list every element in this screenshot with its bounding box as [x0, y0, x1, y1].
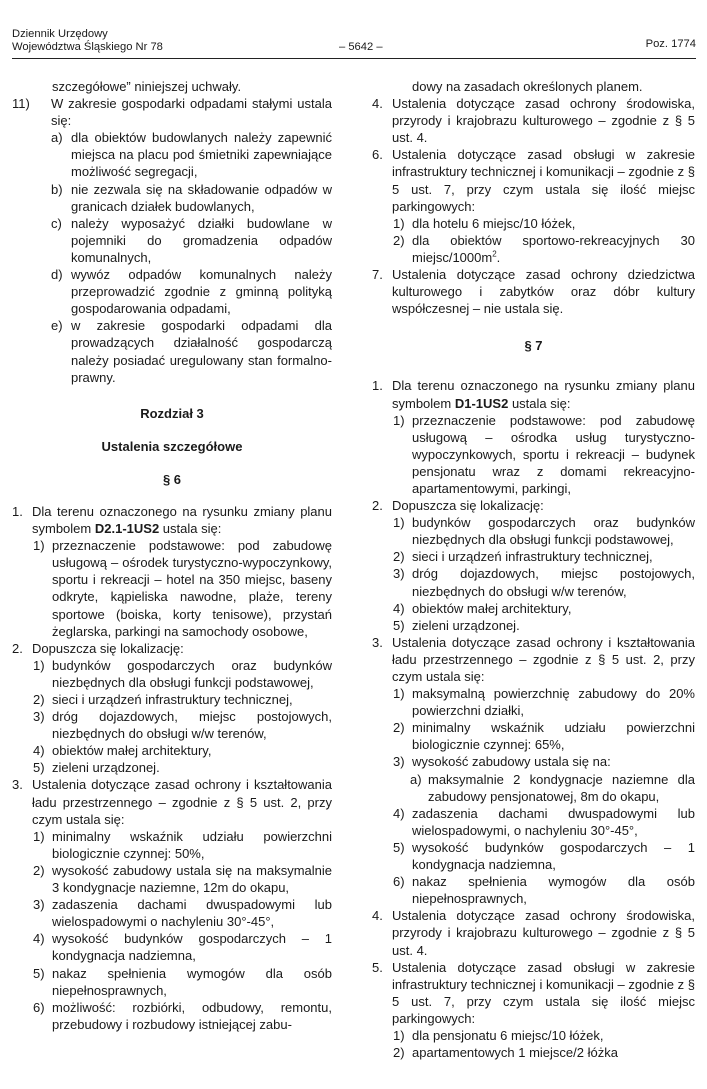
item-number: 3)	[393, 566, 405, 582]
item-text: Ustalenia dotyczące zasad obsługi w zakresie infrastruktury technicznej i komunikacji – zgodnie z § 5 ust. 7, przy czym ustala się ilość miejsc parkingowych:	[392, 959, 695, 1026]
item-text: nakaz spełnienia wymogów dla osób niepełnosprawnych,	[52, 965, 332, 998]
item-number: 2)	[33, 862, 45, 878]
item-text: przeznaczenie podstawowe: pod zabudowę usługową – ośrodek turystyczno-wypoczynkowy, sportu i rekreacji – hotel na 350 miejsc, baseny odkryte, kąpieliska nawodne, plaże, tereny sportowe (boiska, korty tenisowe), przystań żeglarska, parkingi na samochody osobowe,	[52, 538, 332, 639]
item-text: dróg dojazdowych, miejsc postojowych, niezbędnych do obsługi w/w terenów,	[412, 566, 695, 599]
right-column	[372, 78, 695, 1061]
list-item	[372, 685, 695, 719]
item-number: 1)	[393, 1027, 405, 1043]
item-number: 7.	[372, 267, 383, 283]
section-item-3	[12, 776, 332, 827]
item-number: 2)	[393, 549, 405, 565]
item-number: 4)	[33, 931, 45, 947]
item-text: sieci i urządzeń infrastruktury technicznej,	[412, 549, 653, 565]
item-number: 4)	[393, 805, 405, 821]
item-number: 5)	[33, 760, 45, 776]
item-text: obiektów małej architektury,	[412, 600, 572, 616]
item-text: zadaszenia dachami dwuspadowymi lub wielospadowymi o nachyleniu 30°-45°,	[52, 897, 332, 930]
list-item	[372, 617, 695, 634]
journal-title-line2: Województwa Śląskiego Nr 78	[12, 41, 163, 53]
item-text: nie zezwala się na składowanie odpadów w granicach działek budowlanych,	[71, 181, 332, 214]
item-number: 4.	[372, 96, 383, 112]
continued-text: szczegółowe” niniejszej uchwały.	[52, 79, 242, 94]
section-title: § 6	[162, 471, 182, 487]
item-text: nakaz spełnienia wymogów dla osób niepełnosprawnych,	[412, 874, 695, 907]
item-number: 3)	[393, 754, 405, 770]
item-number: 2.	[12, 640, 23, 656]
list-item	[12, 742, 332, 759]
list-item	[372, 514, 695, 548]
continued-text: dowy na zasadach określonych planem.	[412, 79, 643, 94]
item-number: c)	[51, 215, 62, 231]
item-number: 5)	[393, 617, 405, 633]
item-number: 4)	[33, 743, 45, 759]
list-item	[372, 600, 695, 617]
chapter-subtitle: Ustalenia szczegółowe	[101, 438, 243, 454]
item-text: budynków gospodarczych oraz budynków niezbędnych dla obsługi funkcji podstawowej,	[412, 515, 695, 548]
section-item-2	[372, 497, 695, 514]
item-number: b)	[51, 181, 63, 197]
item-number: 1)	[393, 412, 405, 428]
item-text: Ustalenia dotyczące zasad ochrony środowiska, przyrody i krajobrazu kulturowego – zgodnie z § 5 ust. 4.	[392, 96, 695, 146]
item-text: dróg dojazdowych, miejsc postojowych, niezbędnych do obsługi w/w terenów,	[52, 709, 332, 742]
item-text: zieleni urządzonej.	[52, 760, 160, 776]
item-number: 2)	[393, 720, 405, 736]
item-text: obiektów małej architektury,	[52, 743, 212, 759]
item-number: 1)	[393, 215, 405, 231]
item-text: wysokość budynków gospodarczych – 1 kondygnacja nadziemna,	[412, 839, 695, 873]
list-item	[372, 565, 695, 599]
list-item	[372, 215, 695, 232]
item-text: zadaszenia dachami dwuspadowymi lub wielospadowymi, o nachyleniu 30°-45°,	[412, 805, 695, 838]
item-number: a)	[51, 130, 63, 146]
item-text	[32, 503, 332, 537]
list-item	[12, 657, 332, 691]
list-item	[12, 896, 332, 930]
point-text: W zakresie gospodarki odpadami stałymi ustala się:	[51, 96, 332, 129]
item-text: wysokość zabudowy ustala się na:	[412, 754, 611, 770]
journal-title	[12, 28, 163, 54]
item-number: 5)	[393, 839, 405, 855]
list-item	[372, 753, 695, 770]
section-item-5	[372, 959, 695, 1027]
item-text: w zakresie gospodarki odpadami dla prowadzących działalność gospodarczą należy posiadać uregulowany stan formalno-prawny.	[71, 318, 332, 385]
header-divider	[12, 58, 696, 59]
list-item	[372, 1044, 695, 1061]
item-number: 1.	[12, 503, 23, 519]
item-number: 5)	[33, 965, 45, 981]
list-item	[51, 129, 332, 180]
item-number: 1)	[33, 657, 45, 673]
list-item	[12, 930, 332, 964]
page-number: – 5642 –	[339, 41, 383, 53]
item-number: 1)	[33, 538, 45, 554]
item-number: 1)	[393, 686, 405, 702]
item-text-part: .	[496, 249, 501, 265]
chapter-title: Rozdział 3	[140, 405, 204, 421]
item-text-part: ustala się:	[508, 395, 571, 411]
item-number: 2)	[33, 692, 45, 707]
item-number: 1)	[33, 828, 45, 844]
item-number: 2)	[393, 1045, 405, 1061]
item-text: Ustalenia dotyczące zasad obsługi w zakresie infrastruktury technicznej i komunikacji – zgodnie z § 5 ust. 7, przy czym ustala się ilość miejsc parkingowych:	[392, 147, 695, 214]
item-number: 6.	[372, 147, 383, 163]
list-item	[12, 999, 332, 1033]
item-text: sieci i urządzeń infrastruktury technicznej,	[52, 692, 293, 707]
item-number: 3.	[372, 634, 383, 650]
item-text: dla pensjonatu 6 miejsc/10 łóżek,	[412, 1027, 604, 1043]
section-item-6	[372, 146, 695, 214]
list-item	[12, 759, 332, 776]
item-text: Dopuszcza się lokalizację:	[32, 640, 184, 656]
list-item	[12, 862, 332, 896]
item-text: możliwość: rozbiórki, odbudowy, remontu, przebudowy i rozbudowy istniejącej zabu-	[52, 999, 332, 1032]
position-number: Poz. 1774	[645, 38, 696, 50]
list-item	[51, 317, 332, 385]
section-item-4	[372, 907, 695, 958]
list-item	[372, 873, 695, 907]
point-11	[12, 95, 332, 386]
section-item-4	[372, 95, 695, 146]
section-item-7	[372, 266, 695, 317]
item-number: 3)	[33, 709, 45, 725]
sub-list-item	[372, 771, 695, 805]
point-number: 11)	[12, 96, 30, 112]
item-number: 5.	[372, 959, 383, 975]
left-column	[12, 78, 332, 1033]
item-number: e)	[51, 318, 63, 334]
item-text-part: ustala się:	[159, 521, 222, 537]
list-item	[51, 266, 332, 317]
item-text	[392, 377, 695, 411]
section-item-3	[372, 634, 695, 685]
list-item	[372, 719, 695, 753]
section-item-2	[12, 640, 332, 657]
section-item-1	[372, 377, 695, 411]
item-number: 3)	[33, 897, 45, 913]
list-item	[12, 537, 332, 640]
item-number: 1)	[393, 515, 405, 531]
item-text: zieleni urządzonej.	[412, 617, 520, 633]
item-text: wysokość budynków gospodarczych – 1 kondygnacja nadziemna,	[52, 931, 332, 964]
item-number: 2)	[393, 232, 405, 248]
item-text: minimalny wskaźnik udziału powierzchni biologicznie czynnej: 50%,	[52, 828, 332, 861]
zone-symbol: D1-1US2	[454, 395, 509, 411]
item-text: budynków gospodarczych oraz budynków niezbędnych dla obsługi funkcji podstawowej,	[52, 657, 332, 690]
section-title: § 7	[524, 338, 543, 354]
list-item	[372, 232, 695, 266]
item-text: Ustalenia dotyczące zasad ochrony i kształtowania ładu przestrzennego – zgodnie z § 5 ust. 2, przy czym ustala się:	[392, 634, 695, 684]
item-text: dla obiektów budowlanych należy zapewnić miejsca na placu pod śmietniki zapewniające możliwość segregacji,	[71, 130, 332, 180]
item-text: minimalny wskaźnik udziału powierzchni biologicznie czynnej: 65%,	[412, 720, 695, 753]
list-item	[372, 839, 695, 873]
item-text	[412, 232, 695, 266]
list-item	[372, 1027, 695, 1044]
item-text: Ustalenia dotyczące zasad ochrony dziedzictwa kulturowego i zabytków oraz dóbr kultury współczesnej – nie ustala się.	[392, 267, 695, 317]
superscript: 2	[492, 249, 497, 259]
item-number: 2.	[372, 498, 383, 514]
item-text-part: Dla terenu oznaczonego na rysunku zmiany planu symbolem	[392, 378, 695, 411]
item-text: apartamentowych 1 miejsce/2 łóżka	[412, 1045, 618, 1061]
list-item	[12, 965, 332, 999]
page-header	[12, 28, 696, 58]
item-text: Ustalenia dotyczące zasad ochrony środowiska, przyrody i krajobrazu kulturowego – zgodnie z § 5 ust. 4.	[392, 908, 695, 958]
item-number: d)	[51, 267, 63, 283]
item-number: 4)	[393, 600, 405, 616]
item-text: należy wyposażyć działki budowlane w pojemniki do gromadzenia odpadów komunalnych,	[71, 215, 332, 265]
item-text: maksymalną powierzchnię zabudowy do 20% powierzchni działki,	[412, 686, 695, 719]
item-text: wywóz odpadów komunalnych należy przeprowadzić zgodnie z gminną polityką gospodarowania odpadami,	[71, 267, 332, 317]
list-item	[12, 828, 332, 862]
item-text-part: Dla terenu oznaczonego na rysunku zmiany planu symbolem	[32, 503, 332, 537]
item-text-part: dla obiektów sportowo-rekreacyjnych 30 miejsc/1000m	[412, 232, 695, 265]
item-text: Dopuszcza się lokalizację:	[392, 498, 544, 514]
zone-symbol: D2.1-1US2	[94, 521, 160, 537]
item-number: 4.	[372, 908, 383, 924]
list-item	[51, 215, 332, 266]
item-text: przeznaczenie podstawowe: pod zabudowę usługową – ośrodka usług turystyczno-wypoczynkowych, sportu i rekreacji – budynek pensjonatu wraz z domami rekreacyjno-apartamentowymi, parkingi,	[412, 412, 695, 496]
list-item	[372, 805, 695, 839]
item-text: maksymalnie 2 kondygnacje naziemne dla zabudowy pensjonatowej, 8m do okapu,	[428, 771, 695, 804]
journal-title-line1: Dziennik Urzędowy	[12, 28, 108, 40]
item-text: dla hotelu 6 miejsc/10 łóżek,	[412, 215, 576, 231]
item-text: Ustalenia dotyczące zasad ochrony i kształtowania ładu przestrzennego – zgodnie z § 5 ust. 2, przy czym ustala się:	[32, 777, 332, 827]
list-item	[372, 548, 695, 565]
list-item	[12, 691, 332, 708]
item-number: 1.	[372, 378, 383, 394]
item-number: 6)	[33, 999, 45, 1015]
item-number: a)	[410, 771, 422, 787]
list-item	[51, 181, 332, 215]
item-number: 3.	[12, 777, 23, 793]
item-number: 6)	[393, 874, 405, 890]
item-text: wysokość zabudowy ustala się na maksymalnie 3 kondygnacje naziemne, 12m do okapu,	[52, 862, 332, 896]
section-item-1	[12, 503, 332, 537]
list-item	[12, 708, 332, 742]
list-item	[372, 412, 695, 497]
